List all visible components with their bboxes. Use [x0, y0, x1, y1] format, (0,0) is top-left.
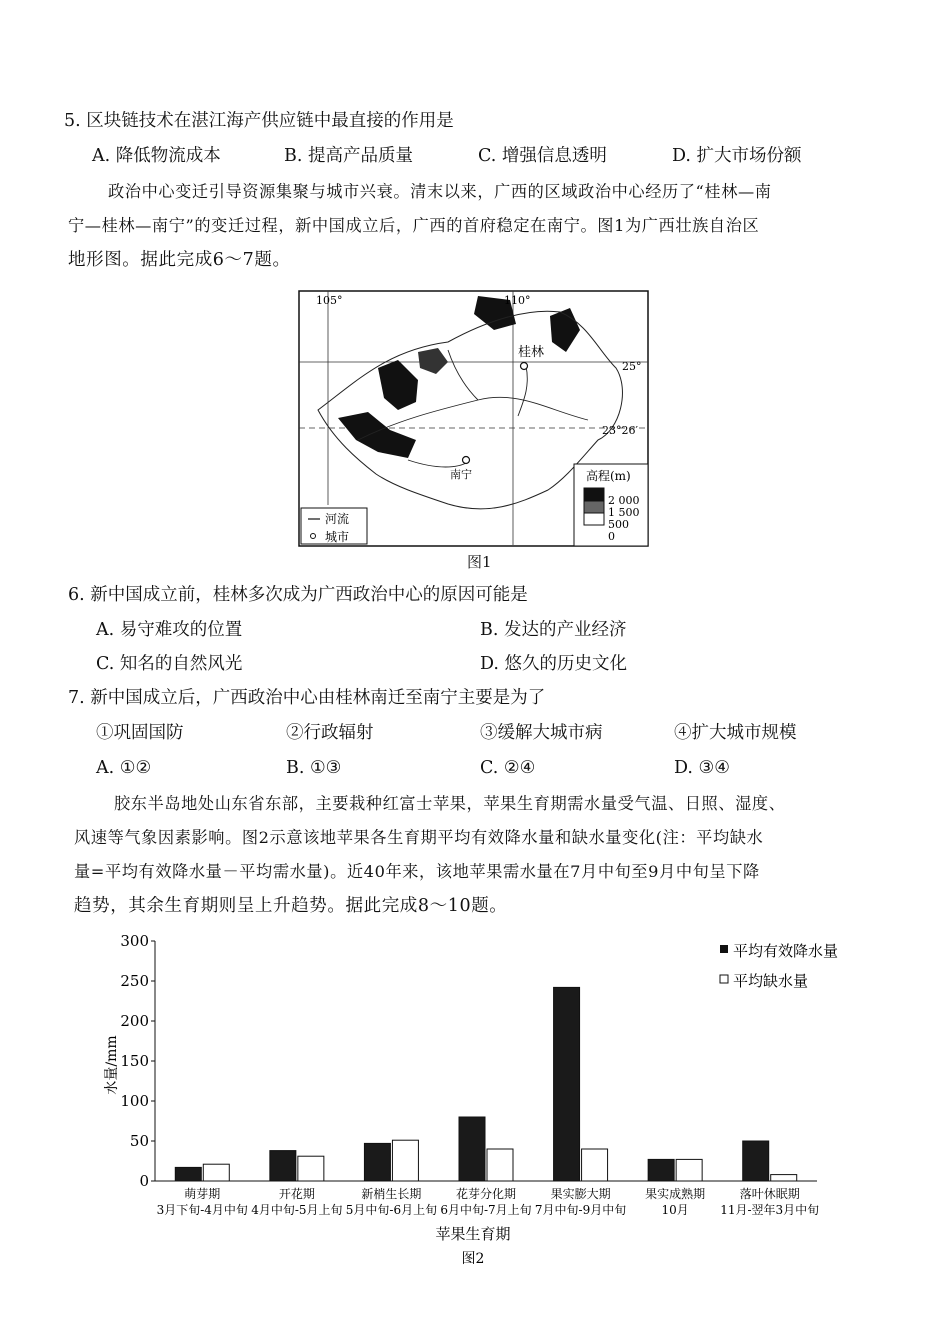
q6-option-c[interactable]: C. 知名的自然风光: [96, 654, 243, 674]
q7-item-1: ①巩固国防: [96, 723, 184, 743]
elevation-swatch-high: [584, 488, 604, 501]
chart-y-tick-label: 0: [139, 1172, 149, 1190]
q5-stem: 5. 区块链技术在湛江海产供应链中最直接的作用是: [64, 111, 454, 131]
q7-option-b[interactable]: B. ①③: [286, 758, 342, 778]
chart-category-period: 3月下旬-4月中旬: [156, 1203, 248, 1217]
lon-label-105: 105°: [316, 294, 343, 307]
lat-label-tropic: 23°26′: [602, 424, 638, 437]
chart-category-name: 花芽分化期: [455, 1187, 517, 1201]
chart-y-tick-label: 300: [120, 932, 149, 950]
q5-option-c[interactable]: C. 增强信息透明: [478, 146, 607, 166]
passage1-line-2: 宁—桂林—南宁”的变迁过程，新中国成立后，广西的首府稳定在南宁。图1为广西壮族自治区: [68, 216, 760, 235]
chart-bar: [270, 1151, 296, 1181]
chart-bar: [676, 1159, 702, 1181]
chart-bar: [175, 1167, 201, 1181]
figure-1-map: [298, 290, 650, 548]
chart-y-tick-label: 100: [120, 1092, 149, 1110]
chart-bar: [648, 1159, 674, 1181]
legend-swatch-deficit: [720, 975, 728, 983]
q7-item-3: ③缓解大城市病: [480, 723, 603, 743]
legend-city-label: 城市: [325, 530, 350, 544]
legend-label-deficit: 平均缺水量: [733, 972, 809, 990]
q7-option-a[interactable]: A. ①②: [96, 758, 152, 778]
chart-category-period: 7月中旬-9月中旬: [534, 1203, 627, 1217]
elevation-value-0: 0: [608, 530, 615, 543]
chart-category-name: 新梢生长期: [361, 1187, 422, 1201]
q7-item-2: ②行政辐射: [286, 723, 374, 743]
chart-bar: [203, 1164, 229, 1181]
q7-item-4: ④扩大城市规模: [674, 723, 797, 743]
chart-y-tick-label: 250: [120, 972, 149, 990]
chart-y-axis-label: 水量/mm: [104, 1035, 120, 1095]
figure-2-caption: 图2: [461, 1251, 485, 1267]
chart-bar: [771, 1175, 797, 1181]
q6-stem: 6. 新中国成立前，桂林多次成为广西政治中心的原因可能是: [68, 585, 528, 605]
passage2-line-1: 胶东半岛地处山东省东部，主要栽种红富士苹果，苹果生育期需水量受气温、日照、湿度、: [114, 794, 786, 813]
city-nanning-label: 南宁: [450, 468, 472, 481]
q6-option-a[interactable]: A. 易守难攻的位置: [96, 620, 243, 640]
chart-category-name: 萌芽期: [184, 1187, 221, 1201]
q7-option-c[interactable]: C. ②④: [480, 758, 536, 778]
chart-bar: [582, 1149, 608, 1181]
legend-label-precip: 平均有效降水量: [733, 942, 839, 960]
q5-option-a[interactable]: A. 降低物流成本: [92, 146, 221, 166]
city-legend-marker: [311, 534, 316, 539]
chart-bar: [554, 987, 580, 1181]
lat-label-25: 25°: [622, 360, 642, 373]
chart-category-name: 开花期: [278, 1187, 315, 1201]
chart-bar: [487, 1149, 513, 1181]
chart-y-tick-label: 150: [120, 1052, 149, 1070]
figure-2-chart: [95, 925, 855, 1270]
chart-bar: [743, 1141, 769, 1181]
q7-stem: 7. 新中国成立后，广西政治中心由桂林南迁至南宁主要是为了: [68, 688, 546, 708]
elevation-swatch-mid: [584, 501, 604, 513]
chart-category-name: 果实膨大期: [550, 1187, 611, 1201]
passage2-line-2: 风速等气象因素影响。图2示意该地苹果各生育期平均有效降水量和缺水量变化(注：平均缺水: [74, 828, 764, 847]
chart-bar: [364, 1143, 390, 1181]
elevation-value-2000: 2 000: [608, 494, 640, 507]
chart-category-period: 10月: [661, 1203, 689, 1217]
elevation-value-500: 500: [608, 518, 629, 531]
q5-option-b[interactable]: B. 提高产品质量: [284, 146, 413, 166]
city-guilin-label: 桂林: [518, 345, 545, 360]
figure-1-caption: 图1: [467, 553, 492, 571]
passage1-line-3: 地形图。据此完成6～7题。: [68, 250, 291, 270]
chart-category-name: 果实成熟期: [645, 1187, 706, 1201]
q6-option-b[interactable]: B. 发达的产业经济: [480, 620, 627, 640]
q7-option-d[interactable]: D. ③④: [674, 758, 730, 778]
elevation-legend-title: 高程(m): [586, 469, 631, 483]
legend-river-label: 河流: [325, 512, 350, 526]
chart-bar: [392, 1140, 418, 1181]
chart-category-period: 4月中旬-5月上旬: [251, 1203, 343, 1217]
legend-swatch-precip: [720, 945, 728, 953]
city-nanning-marker: [463, 457, 470, 464]
passage2-line-3: 量=平均有效降水量－平均需水量)。近40年来，该地苹果需水量在7月中旬至9月中旬呈下降: [74, 862, 760, 881]
chart-category-period: 6月中旬-7月上旬: [440, 1203, 532, 1217]
q5-option-d[interactable]: D. 扩大市场份额: [672, 146, 802, 166]
chart-category-name: 落叶休眠期: [739, 1187, 800, 1201]
chart-category-period: 5月中旬-6月上旬: [345, 1203, 438, 1217]
chart-category-period: 11月-翌年3月中旬: [720, 1203, 820, 1217]
q6-option-d[interactable]: D. 悠久的历史文化: [480, 654, 628, 674]
passage2-line-4: 趋势，其余生育期则呈上升趋势。据此完成8～10题。: [74, 896, 508, 916]
chart-y-tick-label: 200: [120, 1012, 149, 1030]
elevation-swatch-low: [584, 513, 604, 525]
lon-label-110: 110°: [504, 294, 531, 307]
chart-bar: [298, 1156, 324, 1181]
chart-bar: [459, 1117, 485, 1181]
passage1-line-1: 政治中心变迁引导资源集聚与城市兴衰。清末以来，广西的区域政治中心经历了“桂林—南: [108, 182, 772, 201]
chart-y-tick-label: 50: [129, 1132, 149, 1150]
city-guilin-marker: [521, 363, 528, 370]
chart-x-axis-label: 苹果生育期: [435, 1225, 511, 1243]
elevation-value-1500: 1 500: [608, 506, 640, 519]
